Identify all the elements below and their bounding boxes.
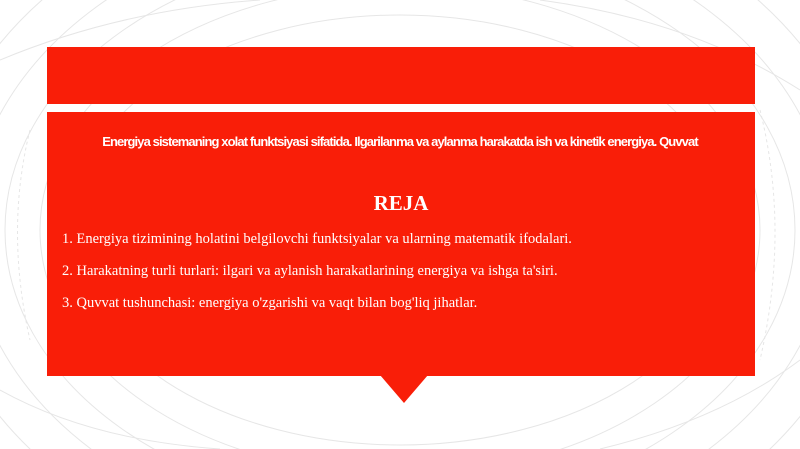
plan-item: 3. Quvvat tushunchasi: energiya o'zgarishi va vaqt bilan bog'liq jihatlar. xyxy=(62,295,478,311)
header-banner xyxy=(47,47,755,104)
plan-list xyxy=(62,229,742,325)
plan-item: 2. Harakatning turli turlari: ilgari va aylanish harakatlarining energiya va ishga ta'siri. xyxy=(62,263,558,279)
slide-title: Energiya sistemaning xolat funktsiyasi sifatida. Ilgarilanma va aylanma harakatda ish va kinetik energiya. Quvvat xyxy=(102,134,698,149)
plan-item: 1. Energiya tizimining holatini belgilovchi funktsiyalar va ularning matematik ifodalari. xyxy=(62,231,572,247)
panel-pointer-arrow xyxy=(380,375,428,403)
plan-heading: REJA xyxy=(373,191,429,215)
